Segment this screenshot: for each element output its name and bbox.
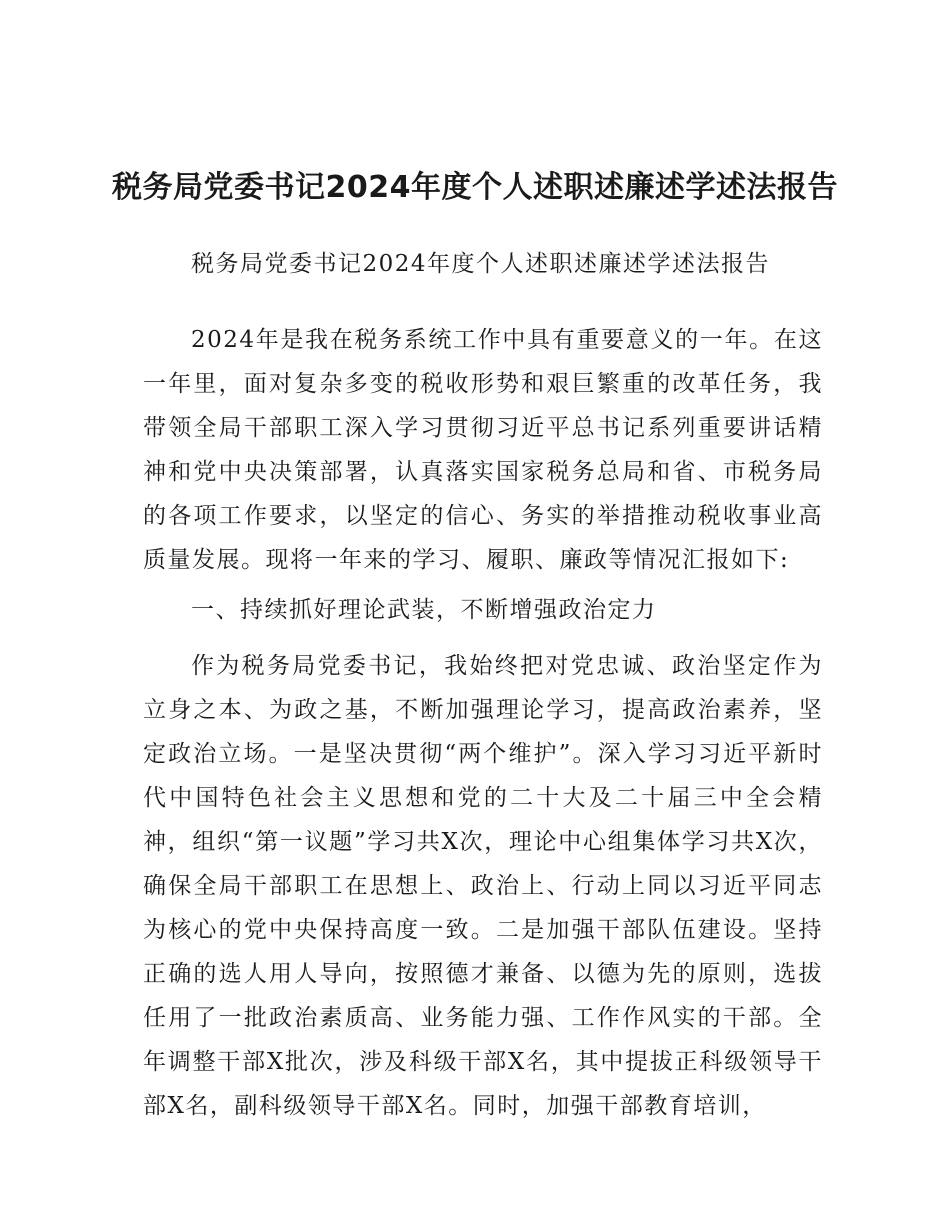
intro-paragraph: 2024年是我在税务系统工作中具有重要意义的一年。在这一年里，面对复杂多变的税收形势和艰巨繁重的改革任务，我带领全局干部职工深入学习贯彻习近平总书记系列重要讲话精神和党中央决策部署，认真落实国家税务总局和省、市税务局的各项工作要求，以坚定的信心、务实的举措推动税收事业高质量发展。现将一年来的学习、履职、廉政等情况汇报如下: (143, 327, 823, 573)
document-subtitle: 税务局党委书记2024年度个人述职述廉述学述法报告 (191, 251, 771, 277)
section-1-paragraph: 作为税务局党委书记，我始终把对党忠诚、政治坚定作为立身之本、为政之基，不断加强理论学习，提高政治素养，坚定政治立场。一是坚决贯彻“两个维护”。深入学习习近平新时代中国特色社会主义思想和党的二十大及二十届三中全会精神，组织“第一议题”学习共X次，理论中心组集体学习共X次，确保全局干部职工在思想上、政治上、行动上同以习近平同志为核心的党中央保持高度一致。二是加强干部队伍建设。坚持正确的选人用人导向，按照德才兼备、以德为先的原则，选拔任用了一批政治素质高、业务能力强、工作作风实的干部。全年调整干部X批次，涉及科级干部X名，其中提拔正科级领导干部X名，副科级领导干部X名。同时，加强干部教育培训， (143, 653, 823, 1119)
document-title: 税务局党委书记2024年度个人述职述廉述学述法报告 (112, 170, 838, 205)
section-heading-1: 一、持续抓好理论武装，不断增强政治定力 (191, 597, 657, 623)
